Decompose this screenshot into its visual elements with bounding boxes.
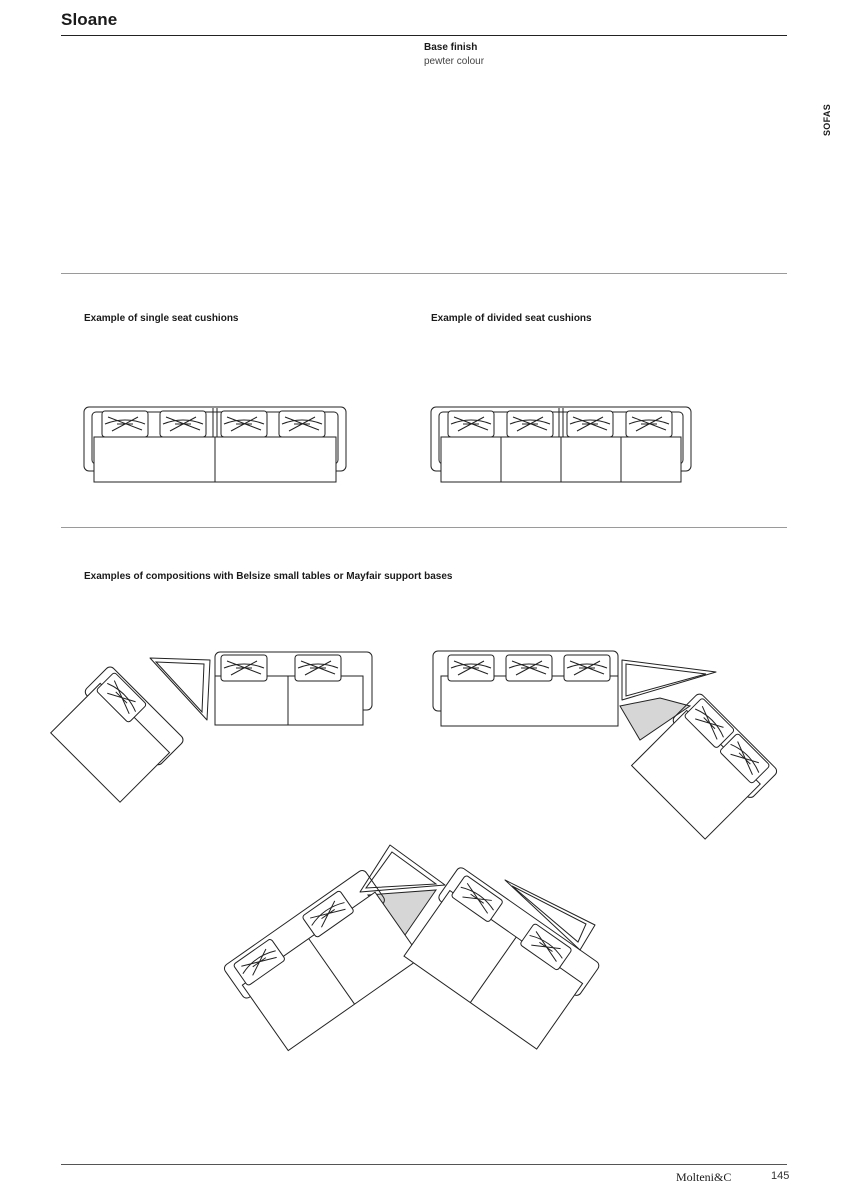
single-cushions-caption: Example of single seat cushions	[84, 313, 239, 324]
composition-right	[433, 651, 779, 842]
section-tab-label: SOFAS	[822, 103, 832, 137]
sofa-divided-cushions	[431, 407, 691, 482]
brand-logo: Molteni&C	[676, 1170, 732, 1184]
page-number: 145	[771, 1170, 790, 1182]
page-title: Sloane	[61, 10, 118, 29]
composition-bottom	[223, 845, 601, 1054]
base-finish-value: pewter colour	[424, 56, 485, 67]
compositions-caption: Examples of compositions with Belsize small tables or Mayfair support bases	[84, 571, 453, 582]
sofa-single-cushions	[84, 407, 346, 482]
divided-cushions-caption: Example of divided seat cushions	[431, 313, 592, 324]
composition-left	[46, 652, 372, 804]
footer-divider	[61, 1164, 787, 1165]
base-finish-label: Base finish	[424, 42, 478, 53]
